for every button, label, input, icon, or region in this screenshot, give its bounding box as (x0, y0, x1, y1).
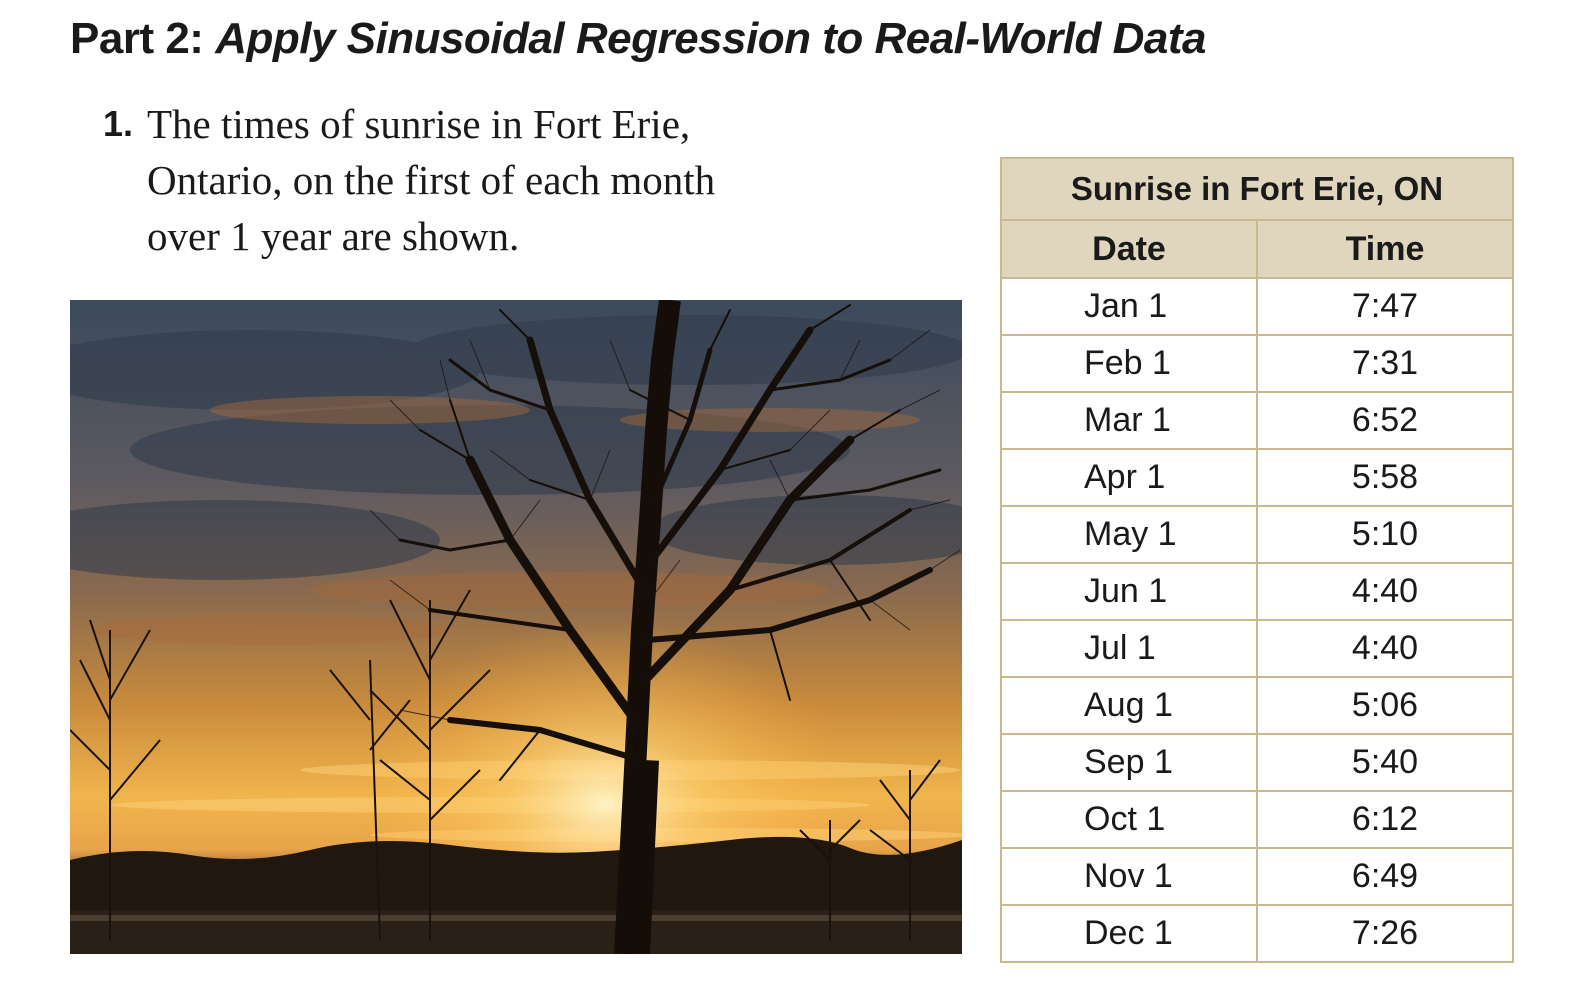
time-cell: 7:47 (1257, 278, 1513, 335)
table-title: Sunrise in Fort Erie, ON (1001, 158, 1513, 220)
time-cell: 6:52 (1257, 392, 1513, 449)
question-text: The times of sunrise in Fort Erie, Ontario, on the first of each month over 1 year are shown. (147, 101, 716, 259)
time-cell: 5:10 (1257, 506, 1513, 563)
table-row (1001, 392, 1513, 449)
table-row (1001, 335, 1513, 392)
time-cell: 5:58 (1257, 449, 1513, 506)
sunrise-table (1000, 157, 1514, 963)
heading-part: Part 2: (70, 14, 204, 63)
table-row (1001, 734, 1513, 791)
column-header-date: Date (1001, 220, 1257, 278)
question-number: 1. (103, 103, 134, 144)
time-cell: 6:49 (1257, 848, 1513, 905)
date-cell: Aug 1 (1001, 677, 1257, 734)
date-cell: Dec 1 (1001, 905, 1257, 962)
table-row (1001, 563, 1513, 620)
table-row (1001, 506, 1513, 563)
time-cell: 5:06 (1257, 677, 1513, 734)
time-cell: 7:26 (1257, 905, 1513, 962)
heading-subtitle: Apply Sinusoidal Regression to Real-World Data (215, 14, 1206, 63)
table-row (1001, 278, 1513, 335)
table-row (1001, 791, 1513, 848)
date-cell: Jan 1 (1001, 278, 1257, 335)
table-row (1001, 905, 1513, 962)
date-cell: Jun 1 (1001, 563, 1257, 620)
time-cell: 7:31 (1257, 335, 1513, 392)
column-header-time: Time (1257, 220, 1513, 278)
time-cell: 5:40 (1257, 734, 1513, 791)
date-cell: Feb 1 (1001, 335, 1257, 392)
time-cell: 4:40 (1257, 563, 1513, 620)
sunrise-tree-silhouette-icon (70, 300, 962, 954)
question-1 (103, 96, 863, 264)
date-cell: Apr 1 (1001, 449, 1257, 506)
table-row (1001, 848, 1513, 905)
date-cell: May 1 (1001, 506, 1257, 563)
time-cell: 4:40 (1257, 620, 1513, 677)
sunrise-photo (70, 300, 962, 954)
date-cell: Oct 1 (1001, 791, 1257, 848)
table-row (1001, 620, 1513, 677)
table-row (1001, 677, 1513, 734)
section-heading (70, 14, 1206, 64)
date-cell: Jul 1 (1001, 620, 1257, 677)
time-cell: 6:12 (1257, 791, 1513, 848)
table-row (1001, 449, 1513, 506)
date-cell: Mar 1 (1001, 392, 1257, 449)
date-cell: Sep 1 (1001, 734, 1257, 791)
date-cell: Nov 1 (1001, 848, 1257, 905)
